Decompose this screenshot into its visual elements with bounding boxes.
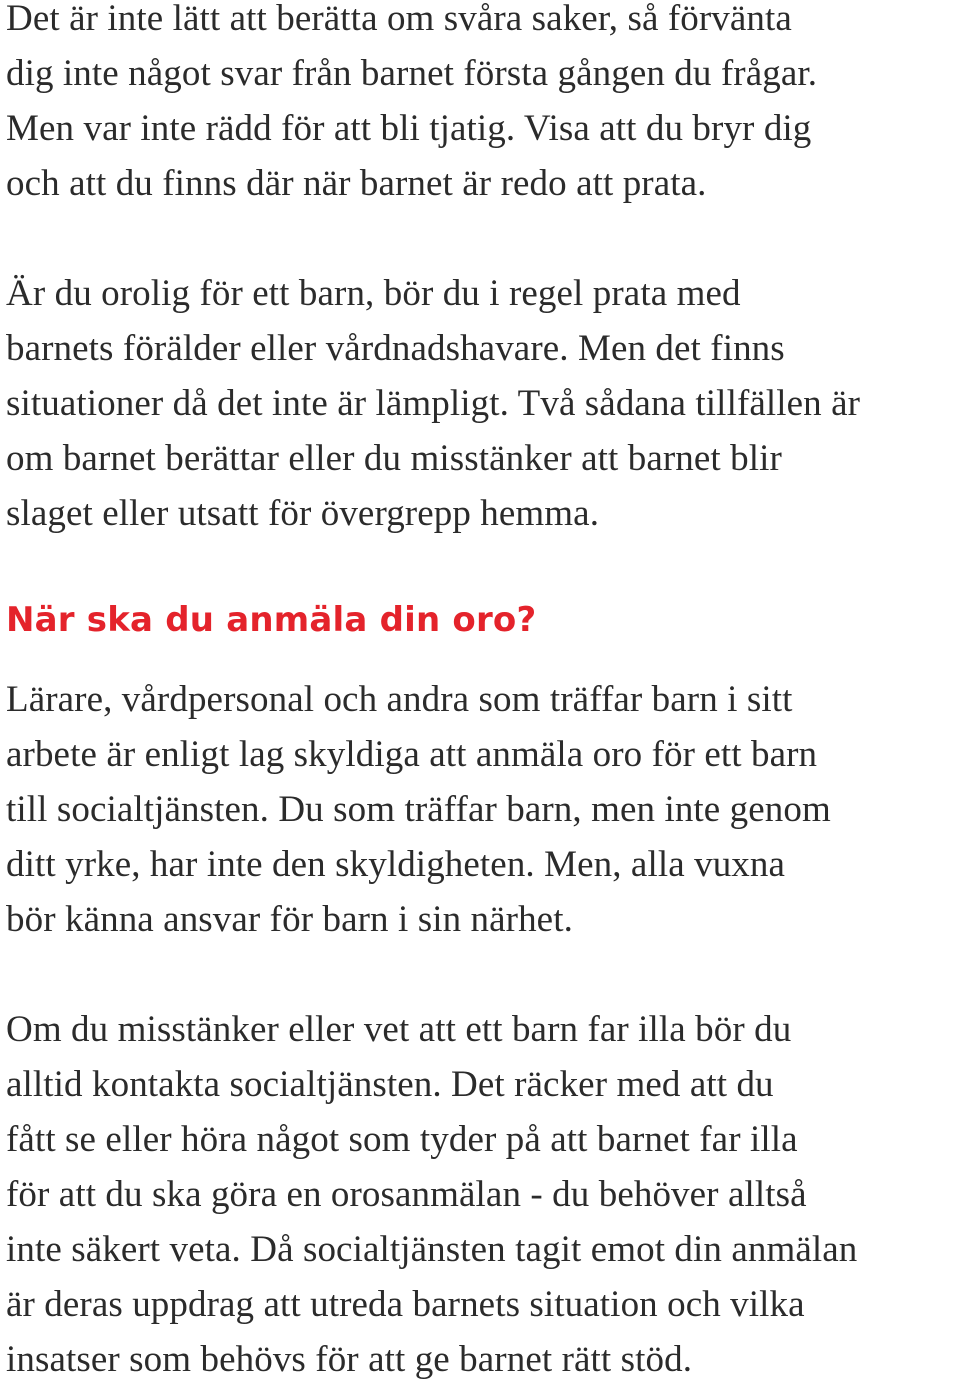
paragraph-worried — [6, 266, 956, 541]
section-heading: När ska du anmäla din oro? — [6, 600, 537, 640]
text-line: Men var inte rädd för att bli tjatig. Visa att du bryr dig — [6, 108, 812, 149]
text-line: Det är inte lätt att berätta om svåra saker, så förvänta — [6, 0, 792, 39]
text-line: är deras uppdrag att utreda barnets situation och vilka — [6, 1284, 805, 1325]
text-line: alltid kontakta socialtjänsten. Det räcker med att du — [6, 1064, 774, 1105]
text-line: Är du orolig för ett barn, bör du i regel prata med — [6, 273, 741, 314]
text-line: inte säkert veta. Då socialtjänsten tagit emot din anmälan — [6, 1229, 858, 1270]
text-line: om barnet berättar eller du misstänker att barnet blir — [6, 438, 782, 479]
document-page — [6, 0, 956, 1387]
paragraph-obligation — [6, 672, 956, 947]
text-line: insatser som behövs för att ge barnet rätt stöd. — [6, 1339, 693, 1380]
text-line: dig inte något svar från barnet första gången du frågar. — [6, 53, 818, 94]
text-line: ditt yrke, har inte den skyldigheten. Men, alla vuxna — [6, 844, 786, 885]
text-line: och att du finns där när barnet är redo att prata. — [6, 163, 707, 204]
text-line: barnets förälder eller vårdnadshavare. Men det finns — [6, 328, 785, 369]
text-line: arbete är enligt lag skyldiga att anmäla oro för ett barn — [6, 734, 818, 775]
paragraph-spacer — [6, 541, 956, 593]
text-line: fått se eller höra något som tyder på att barnet far illa — [6, 1119, 798, 1160]
paragraph-intro — [6, 0, 956, 211]
text-line: slaget eller utsatt för övergrepp hemma. — [6, 493, 600, 534]
paragraph-spacer — [6, 947, 956, 1002]
paragraph-spacer — [6, 211, 956, 266]
text-line: Lärare, vårdpersonal och andra som träffar barn i sitt — [6, 679, 793, 720]
paragraph-spacer — [6, 648, 956, 672]
text-line: Om du misstänker eller vet att ett barn far illa bör du — [6, 1009, 792, 1050]
paragraph-contact — [6, 1002, 956, 1387]
text-line: till socialtjänsten. Du som träffar barn, men inte genom — [6, 789, 831, 830]
text-line: situationer då det inte är lämpligt. Två sådana tillfällen är — [6, 383, 861, 424]
text-line: för att du ska göra en orosanmälan - du behöver alltså — [6, 1174, 807, 1215]
text-line: bör känna ansvar för barn i sin närhet. — [6, 899, 573, 940]
